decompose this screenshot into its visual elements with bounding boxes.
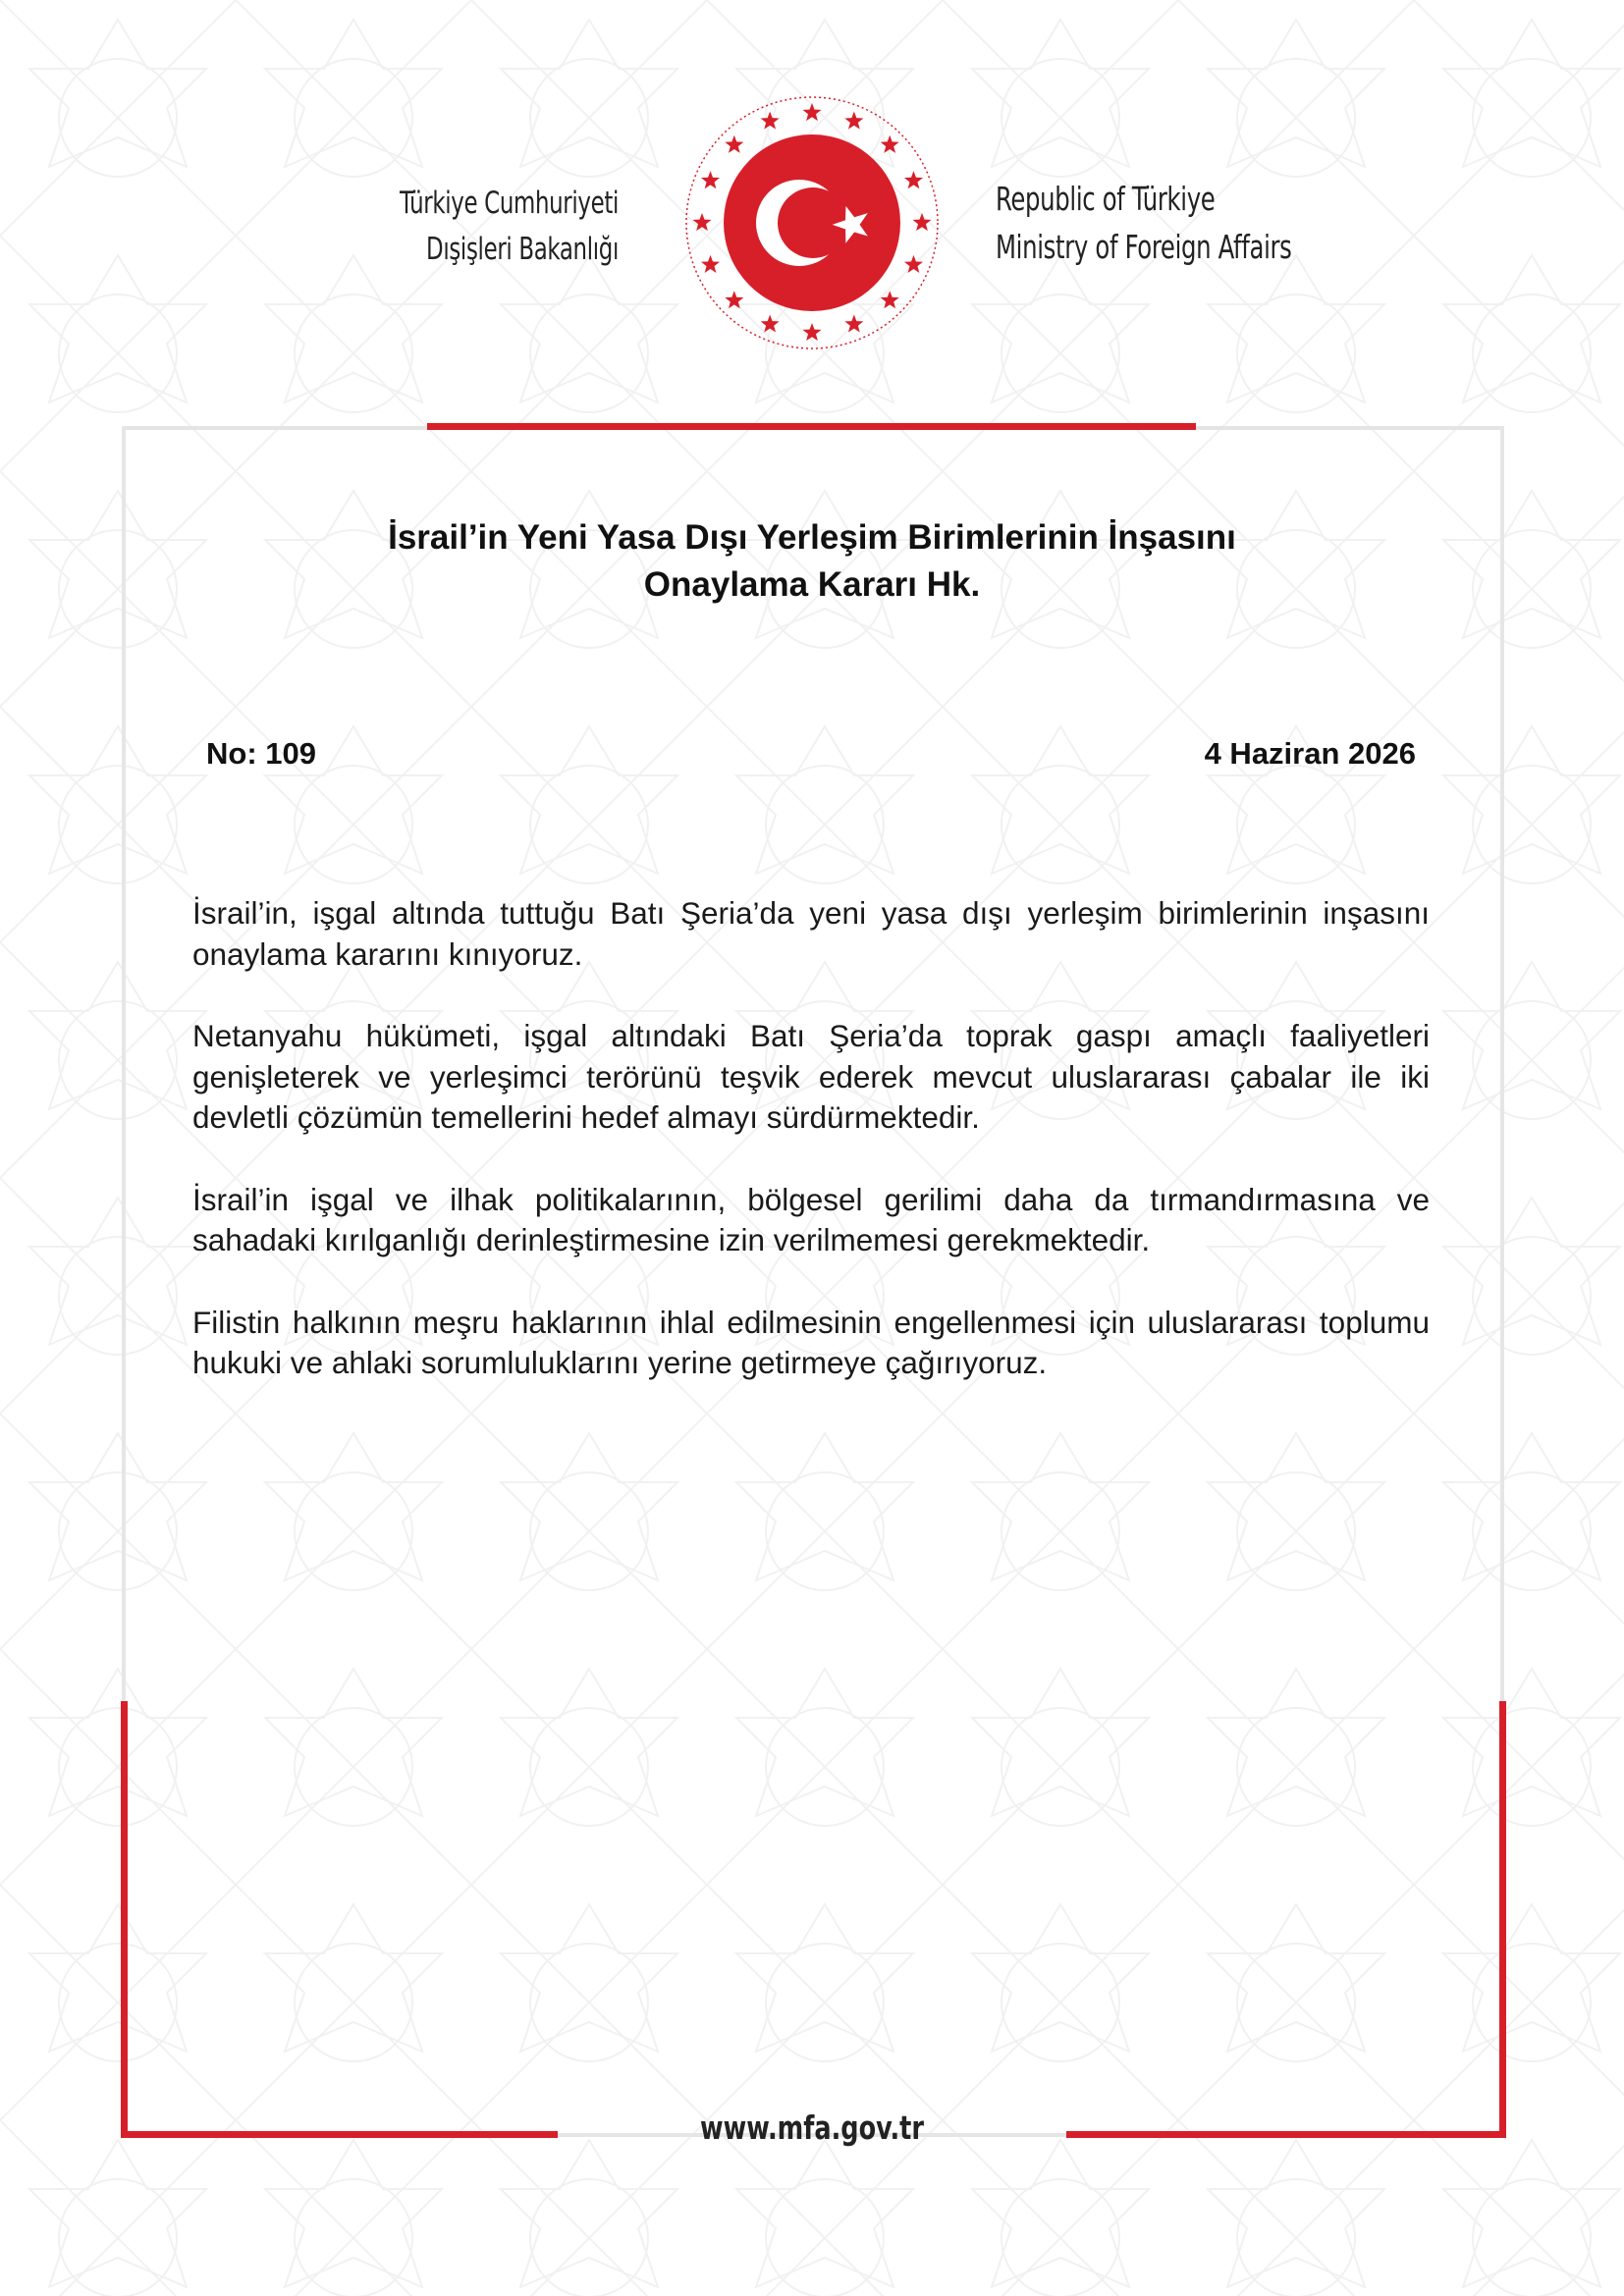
frame-right-line: [1500, 426, 1504, 1702]
emblem-ring-star: [802, 103, 821, 121]
frame-right-accent: [1499, 1701, 1506, 2138]
body-paragraph: Netanyahu hükümeti, işgal altındaki Batı Şeria’da toprak gaspı amaçlı faaliyetleri genişleterek ve yerleşimci terörünü teşvik ederek mevcut uluslararası çabalar ile iki devletli çözümün temellerini hedef almayı sürdürmektedir.: [192, 1018, 1430, 1135]
frame-top-accent: [427, 423, 1196, 430]
title-line2: Onaylama Kararı Hk.: [643, 565, 981, 604]
emblem-ring-star: [844, 314, 863, 332]
body-paragraph: Filistin halkının meşru haklarının ihlal edilmesinin engellenmesi için uluslararası toplumu hukuki ve ahlaki sorumluluklarını yerine getirmeye çağırıyoruz.: [192, 1304, 1430, 1380]
emblem-ring-star: [701, 171, 720, 188]
emblem-ring-star: [844, 112, 863, 130]
emblem-ring-star: [761, 112, 780, 130]
body-paragraph: İsrail’in, işgal altında tuttuğu Batı Şeria’da yeni yasa dışı yerleşim birimlerinin inşasını onaylama kararını kınıyoruz.: [192, 895, 1430, 972]
emblem-ring-star: [701, 255, 720, 273]
document-number: No: 109: [206, 736, 316, 771]
emblem-ring-star: [725, 135, 743, 153]
footer-website-link[interactable]: www.mfa.gov.tr: [700, 2109, 924, 2147]
document-title: [196, 514, 1428, 609]
crescent-star-emblem-icon: [670, 80, 954, 365]
emblem-ring-star: [761, 314, 780, 332]
emblem-ring-star: [725, 291, 743, 308]
emblem-ring-star: [904, 171, 923, 188]
header-right-line2: Ministry of Foreign Affairs: [996, 228, 1292, 266]
frame-bottom-right-accent: [1066, 2131, 1506, 2138]
header-left-line1: Türkiye Cumhuriyeti: [399, 186, 619, 221]
emblem-ring-star: [802, 323, 821, 341]
emblem-ring-star: [692, 213, 711, 231]
header-right-line1: Republic of Türkiye: [996, 180, 1216, 218]
document-date: 4 Haziran 2026: [1204, 736, 1416, 771]
frame-bottom-left-accent: [121, 2131, 558, 2138]
frame-left-accent: [121, 1701, 128, 2138]
ministry-name-english: [996, 175, 1333, 271]
body-paragraph: İsrail’in işgal ve ilhak politikalarının, bölgesel gerilimi daha da tırmandırmasına ve sahadaki kırılganlığı derinleştirmesine izin verilmemesi gerekmektedir.: [192, 1181, 1430, 1257]
title-line1: İsrail’in Yeni Yasa Dışı Yerleşim Birimlerinin İnşasını: [388, 518, 1236, 557]
emblem-ring-star: [912, 213, 931, 231]
document-body: [192, 893, 1430, 1425]
emblem-ring-star: [904, 255, 923, 273]
emblem-ring-star: [881, 135, 899, 153]
emblem-ring-star: [881, 291, 899, 308]
header-left-line2: Dışişleri Bakanlığı: [426, 232, 619, 267]
ministry-name-turkish: [352, 181, 619, 273]
frame-left-line: [122, 426, 126, 1702]
